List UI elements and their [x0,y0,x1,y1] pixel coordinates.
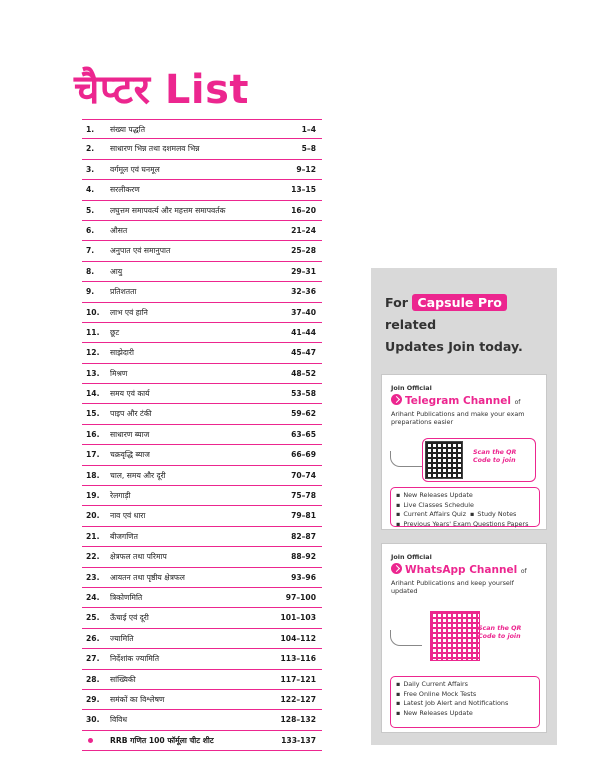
chapter-pages: 1–4 [301,125,316,134]
chapter-title: वर्गमूल एवं घनमूल [110,164,160,174]
list-item: ▪ Previous Years' Exam Questions Papers [396,520,534,530]
toc-row [82,670,322,690]
chapter-number: 17. [86,450,100,460]
chapter-pages: 88–92 [291,552,316,562]
toc-row [82,527,322,547]
chapter-title: छूट [110,327,120,337]
chapter-title: त्रिकोणमिति [110,592,143,602]
telegram-qr-code[interactable] [425,441,463,479]
chapter-number: 9. [86,287,95,297]
capsule-pro-badge: Capsule Pro [412,294,507,311]
promo-for: For [385,295,408,310]
promo-panel [371,268,557,745]
chapter-title: ऊँचाई एवं दूरी [110,613,149,623]
chapter-number: 27. [86,654,100,664]
chapter-title: ज्यामिति [110,633,134,643]
chapter-pages: 104–112 [280,633,316,643]
chapter-title: साझेदारी [110,348,134,358]
chapter-number: 14. [86,389,100,399]
chapter-number: 28. [86,674,100,684]
toc-row [82,608,322,628]
chapter-number: 19. [86,491,100,501]
bullet-icon [88,738,93,743]
chapter-title: लघुत्तम समापवर्त्य और महत्तम समापवर्तक [110,205,226,215]
whatsapp-scan-text: Scan the QR Code to join [478,625,522,640]
chapter-title: चाल, समय और दूरी [110,470,166,480]
chapter-pages: 70–74 [291,470,316,480]
toc-row [82,119,322,139]
chapter-pages: 66–69 [291,450,316,460]
chapter-number: 22. [86,552,100,562]
chapter-pages: 97–100 [285,592,316,602]
chapter-pages: 53–58 [291,389,316,399]
chapter-number: 30. [86,715,100,725]
promo-related: related [385,317,437,332]
chapter-title: सांख्यिकी [110,674,136,684]
toc-row [82,506,322,526]
toc-row [82,282,322,302]
chapter-number: 15. [86,409,100,419]
chapter-title: सरलीकरण [110,185,140,195]
toc-row [82,201,322,221]
toc-row [82,486,322,506]
list-item: ▪ New Releases Update [396,491,534,501]
toc-row [82,343,322,363]
whatsapp-features [390,676,540,728]
telegram-card [381,374,547,530]
toc-row [82,384,322,404]
chapter-number: 18. [86,470,100,480]
toc-row [82,649,322,669]
chapter-title: आयतन तथा पृष्ठीय क्षेत्रफल [110,572,185,582]
telegram-icon [391,394,402,405]
chapter-title: नाव एवं धारा [110,511,146,521]
chapter-pages: 75–78 [291,491,316,501]
chapter-pages: 101–103 [280,613,316,623]
chapter-title: RRB गणित 100 फॉर्मूला चीट शीट [110,735,214,745]
whatsapp-icon [391,563,402,574]
chapter-number: 5. [86,205,95,215]
whatsapp-description: Arihant Publications and keep yourself updated [391,579,514,595]
chapter-title: पाइप और टंकी [110,409,152,419]
chapter-title: निर्देशांक ज्यामिति [110,654,160,664]
chapter-pages: 113–116 [280,654,316,664]
chapter-pages: 133-137 [281,735,316,745]
toc-row [82,160,322,180]
list-item: ▪ Live Classes Schedule [396,501,534,511]
telegram-scan-text: Scan the QR Code to join [473,449,517,464]
telegram-join-label: Join Official [391,384,432,392]
promo-updates: Updates Join today. [385,339,523,354]
chapter-number: 4. [86,185,95,195]
chapter-number: 3. [86,164,95,174]
chapter-title: समंकों का विश्लेषण [110,694,165,704]
whatsapp-qr-code[interactable] [430,611,480,661]
chapter-title: रेलगाड़ी [110,491,131,501]
toc-row [82,466,322,486]
chapter-title: साधारण ब्याज [110,429,150,439]
whatsapp-qr-box [422,607,536,673]
chapter-title: अनुपात एवं समानुपात [110,246,171,256]
chapter-number: 29. [86,694,100,704]
chapter-pages: 79–81 [291,511,316,521]
chapter-number: 6. [86,225,95,235]
chapter-pages: 41–44 [291,327,316,337]
chapter-pages: 5–8 [301,144,316,154]
chapter-number: 13. [86,368,100,378]
chapter-number: 23. [86,572,100,582]
chapter-pages: 13–15 [291,185,316,195]
chapter-pages: 37–40 [291,307,316,317]
chapter-title: विविध [110,715,128,725]
chapter-title: चक्रवृद्धि ब्याज [110,450,150,460]
chapter-title: मिश्रण [110,368,128,378]
telegram-channel-title[interactable]: Telegram Channel of [391,394,520,407]
chapter-pages: 9–12 [296,164,316,174]
toc-row [82,629,322,649]
chapter-number: 1. [86,125,95,134]
telegram-features [390,487,540,527]
telegram-qr-box [422,438,536,482]
chapter-pages: 59–62 [291,409,316,419]
chapter-pages: 117–121 [280,674,316,684]
chapter-pages: 16–20 [291,205,316,215]
chapter-pages: 128–132 [280,715,316,725]
chapter-number: 11. [86,327,100,337]
toc-row [82,404,322,424]
list-item: ▪ Current Affairs Quiz▪ Study Notes [396,510,534,520]
chapter-title: समय एवं कार्य [110,389,150,399]
list-item: ▪ Free Online Mock Tests [396,690,534,700]
chapter-title: बीजगणित [110,531,138,541]
chapter-pages: 122–127 [280,694,316,704]
chapter-title: आयु [110,266,123,276]
chapter-pages: 93–96 [291,572,316,582]
chapter-number: 2. [86,144,95,154]
whatsapp-channel-title[interactable]: WhatsApp Channel of [391,563,527,576]
chapter-number: 21. [86,531,100,541]
toc-row [82,445,322,465]
chapter-pages: 25–28 [291,246,316,256]
toc-row [82,710,322,730]
chapter-pages: 45–47 [291,348,316,358]
chapter-number: 7. [86,246,95,256]
chapter-number: 25. [86,613,100,623]
chapter-title: साधारण भिन्न तथा दशमलव भिन्न [110,144,200,154]
toc-row-extra [82,731,322,751]
list-item: ▪ Latest Job Alert and Notifications [396,699,534,709]
page-title: चैप्टर List [74,67,249,113]
toc-row [82,547,322,567]
chapter-pages: 21–24 [291,225,316,235]
toc-row [82,690,322,710]
chapter-number: 26. [86,633,100,643]
chapter-title: लाभ एवं हानि [110,307,148,317]
whatsapp-join-label: Join Official [391,553,432,561]
chapter-pages: 48–52 [291,368,316,378]
chapter-title: संख्या पद्धति [110,125,146,134]
toc-row [82,568,322,588]
toc-row [82,139,322,159]
chapter-number: 24. [86,592,100,602]
toc-row [82,588,322,608]
chapter-title: औसत [110,225,128,235]
list-item: ▪ Daily Current Affairs [396,680,534,690]
toc-row [82,262,322,282]
toc-row [82,323,322,343]
chapter-number: 10. [86,307,100,317]
promo-headline [385,292,550,358]
chapter-number: 20. [86,511,100,521]
chapter-title: क्षेत्रफल तथा परिमाप [110,552,167,562]
chapter-list [82,119,322,751]
chapter-number: 12. [86,348,100,358]
toc-row [82,221,322,241]
chapter-number: 8. [86,266,95,276]
toc-row [82,425,322,445]
toc-row [82,303,322,323]
whatsapp-card [381,543,547,733]
chapter-pages: 32–36 [291,287,316,297]
chapter-pages: 63–65 [291,429,316,439]
chapter-number: 16. [86,429,100,439]
toc-row [82,364,322,384]
chapter-pages: 82–87 [291,531,316,541]
list-item: ▪ New Releases Update [396,709,534,719]
toc-row [82,241,322,261]
telegram-description: Arihant Publications and make your exam preparations easier [391,410,525,426]
chapter-title: प्रतिशतता [110,287,137,297]
toc-row [82,180,322,200]
chapter-pages: 29–31 [291,266,316,276]
